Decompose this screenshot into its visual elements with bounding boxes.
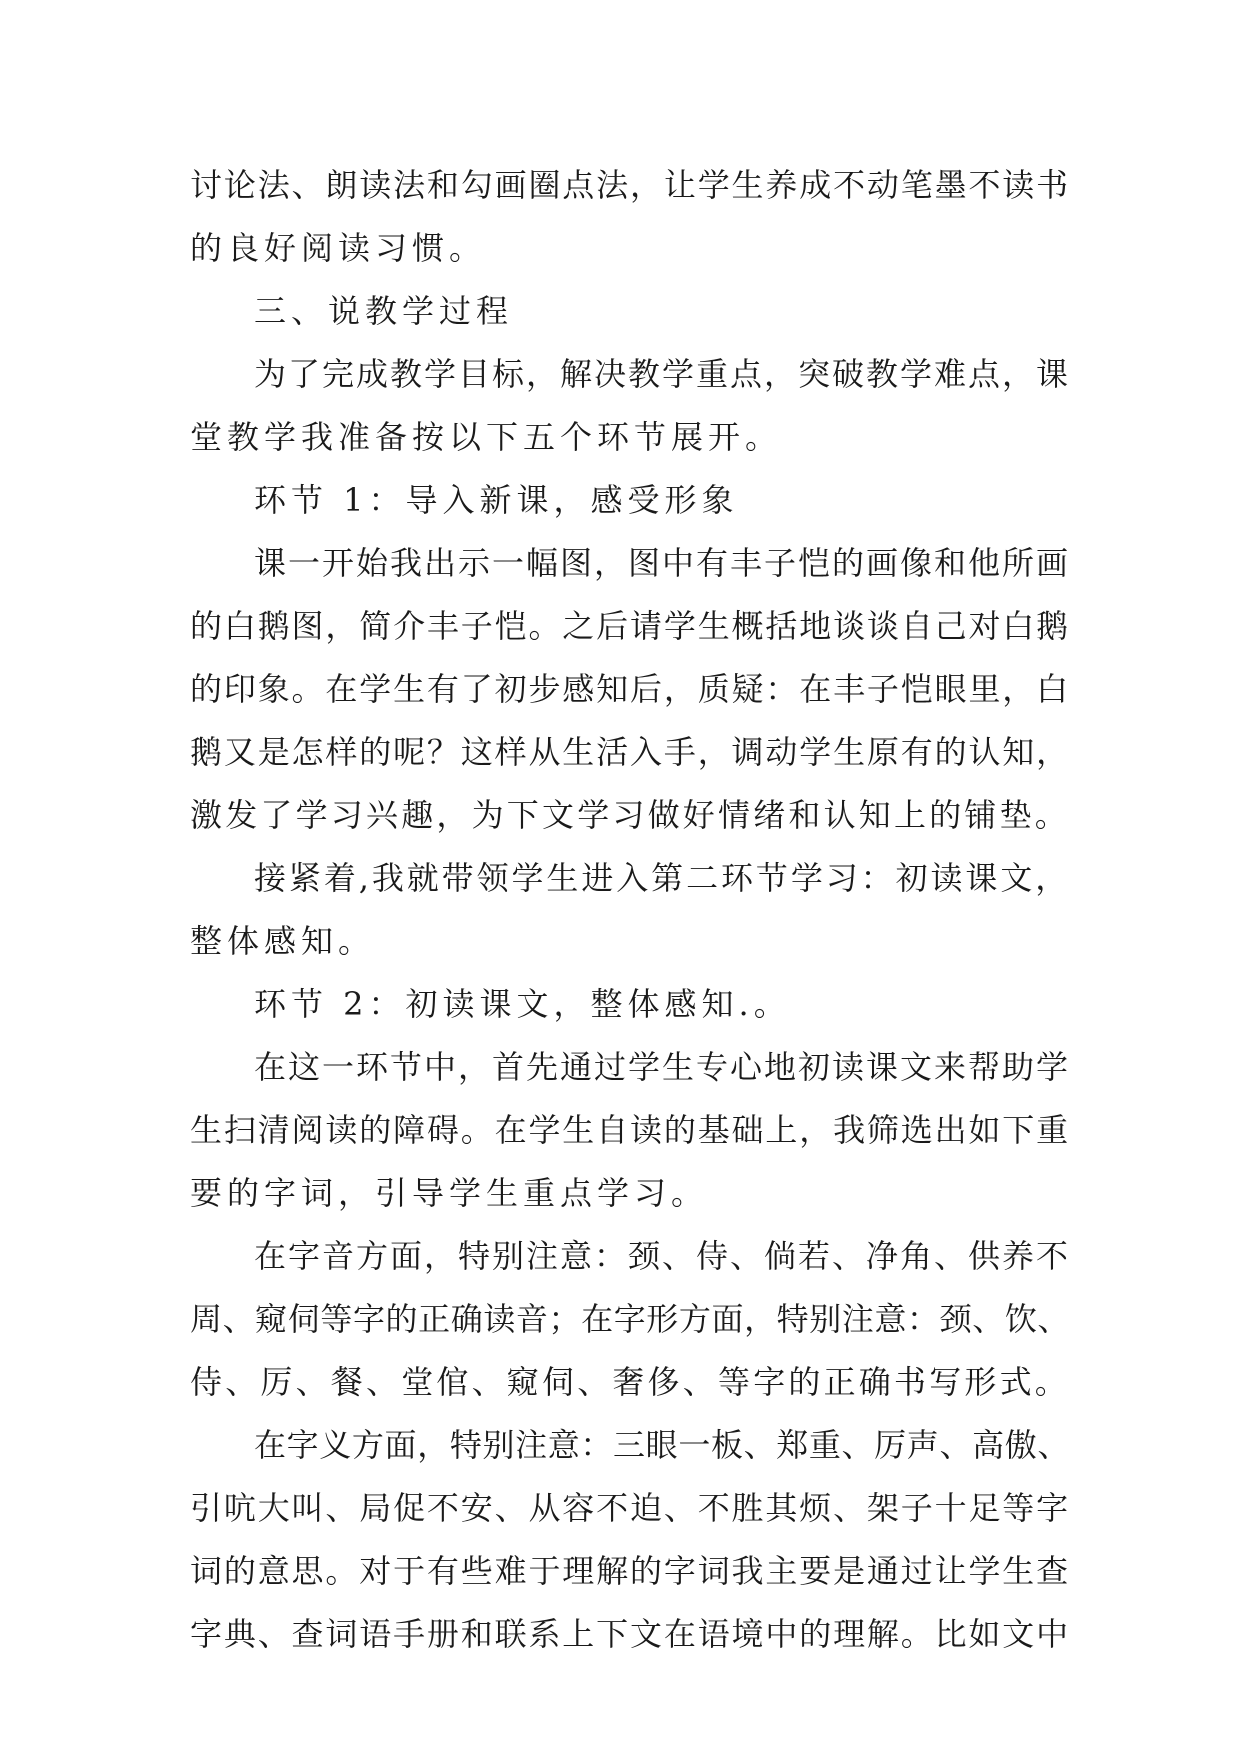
body-text <box>190 154 1071 1666</box>
text-line: 讨论法、朗读法和勾画圈点法，让学生养成不动笔墨不读书 <box>190 166 1071 204</box>
text-line: 的白鹅图，简介丰子恺。之后请学生概括地谈谈自己对白鹅 <box>190 607 1071 645</box>
text-line: 生扫清阅读的障碍。在学生自读的基础上，我筛选出如下重 <box>190 1111 1071 1149</box>
text-line: 整体感知。 <box>190 922 376 960</box>
text-line: 三、说教学过程 <box>254 292 514 330</box>
text-line: 侍、厉、餐、堂倌、窥伺、奢侈、等字的正确书写形式。 <box>190 1363 1071 1401</box>
text-line: 环节 1：导入新课，感受形象 <box>254 481 739 519</box>
text-line: 要的字词，引导学生重点学习。 <box>190 1174 709 1212</box>
text-line: 字典、查词语手册和联系上下文在语境中的理解。比如文中 <box>190 1615 1071 1653</box>
text-line: 词的意思。对于有些难于理解的字词我主要是通过让学生查 <box>190 1552 1071 1590</box>
text-line: 在字义方面，特别注意：三眼一板、郑重、厉声、高傲、 <box>254 1426 1071 1464</box>
text-line: 在字音方面，特别注意：颈、侍、倘若、净角、供养不 <box>254 1237 1071 1275</box>
text-line: 堂教学我准备按以下五个环节展开。 <box>190 418 783 456</box>
text-line: 接紧着,我就带领学生进入第二环节学习：初读课文， <box>254 859 1071 897</box>
text-line: 的印象。在学生有了初步感知后，质疑：在丰子恺眼里，白 <box>190 670 1071 708</box>
text-line: 在这一环节中，首先通过学生专心地初读课文来帮助学 <box>254 1048 1071 1086</box>
text-line: 的良好阅读习惯。 <box>190 229 487 267</box>
text-line: 为了完成教学目标，解决教学重点，突破教学难点，课 <box>254 355 1071 393</box>
text-line: 引吭大叫、局促不安、从容不迫、不胜其烦、架子十足等字 <box>190 1489 1071 1527</box>
text-line: 鹅又是怎样的呢？这样从生活入手，调动学生原有的认知， <box>190 733 1071 771</box>
text-line: 课一开始我出示一幅图，图中有丰子恺的画像和他所画 <box>254 544 1071 582</box>
text-line: 激发了学习兴趣，为下文学习做好情绪和认知上的铺垫。 <box>190 796 1071 834</box>
text-line: 周、窥伺等字的正确读音；在字形方面，特别注意：颈、饮、 <box>190 1300 1071 1338</box>
text-line: 环节 2：初读课文，整体感知.。 <box>254 985 791 1023</box>
